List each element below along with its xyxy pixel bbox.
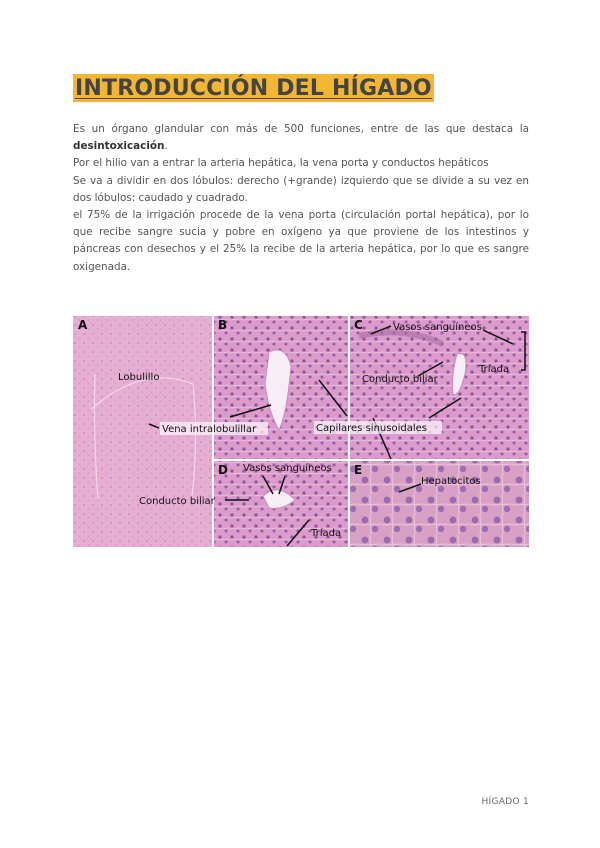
- page-footer: HÍGADO 1: [481, 797, 529, 807]
- label-hepatocitos: Hepatocitos: [421, 476, 481, 487]
- paragraph-1-bold: desintoxicación: [73, 140, 165, 153]
- panel-c-image: [350, 316, 529, 459]
- label-vena-intralobulillar: Vena intralobulillar: [162, 424, 257, 435]
- panel-e-image: [350, 461, 529, 547]
- histology-figure-svg: [73, 314, 529, 547]
- page-title: INTRODUCCIÓN DEL HÍGADO: [75, 76, 432, 101]
- panel-d-letter: D: [218, 463, 228, 477]
- paragraph-4: el 75% de la irrigación procede de la vena porta (circulación portal hepática), por lo que recibe sangre sucia y pobre en oxígeno ya que proviene de los intestinos y páncreas con desechos y el 25% la recibe de la arteria hepática, por lo que es sangre oxigenada.: [73, 209, 529, 273]
- paragraph-1-end: .: [164, 140, 168, 153]
- panel-e: [350, 461, 529, 547]
- label-capilares-sinusoidales: Capilares sinusoidales: [316, 423, 427, 434]
- label-vasos-d: Vasos sanguíneos: [243, 463, 332, 474]
- panel-c: [350, 316, 529, 459]
- label-triada-d: Tríada: [311, 528, 342, 539]
- label-conducto-c: Conducto biliar: [362, 374, 438, 385]
- panel-a-letter: A: [78, 318, 88, 332]
- paragraph-1: [73, 121, 529, 155]
- paragraph-3: Se va a dividir en dos lóbulos: derecho (+grande) izquierdo que se divide a su vez en dos lóbulos: caudado y cuadrado.: [73, 174, 529, 204]
- label-lobulillo: Lobulillo: [118, 372, 160, 383]
- body-text: [73, 121, 529, 276]
- panel-b-letter: B: [218, 318, 228, 332]
- panel-b: [214, 316, 348, 459]
- label-conducto-d: Conducto biliar: [139, 496, 215, 507]
- panel-e-letter: E: [354, 463, 363, 477]
- label-triada-c: Tríada: [479, 364, 510, 375]
- label-vasos-c: Vasos sanguíneos: [393, 322, 482, 333]
- panel-c-letter: C: [354, 318, 363, 332]
- histology-figure: [73, 314, 529, 547]
- paragraph-1-text: Es un órgano glandular con más de 500 funciones, entre de las que destaca la: [73, 123, 529, 135]
- paragraph-2: Por el hilio van a entrar la arteria hepática, la vena porta y conductos hepáticos: [73, 157, 489, 170]
